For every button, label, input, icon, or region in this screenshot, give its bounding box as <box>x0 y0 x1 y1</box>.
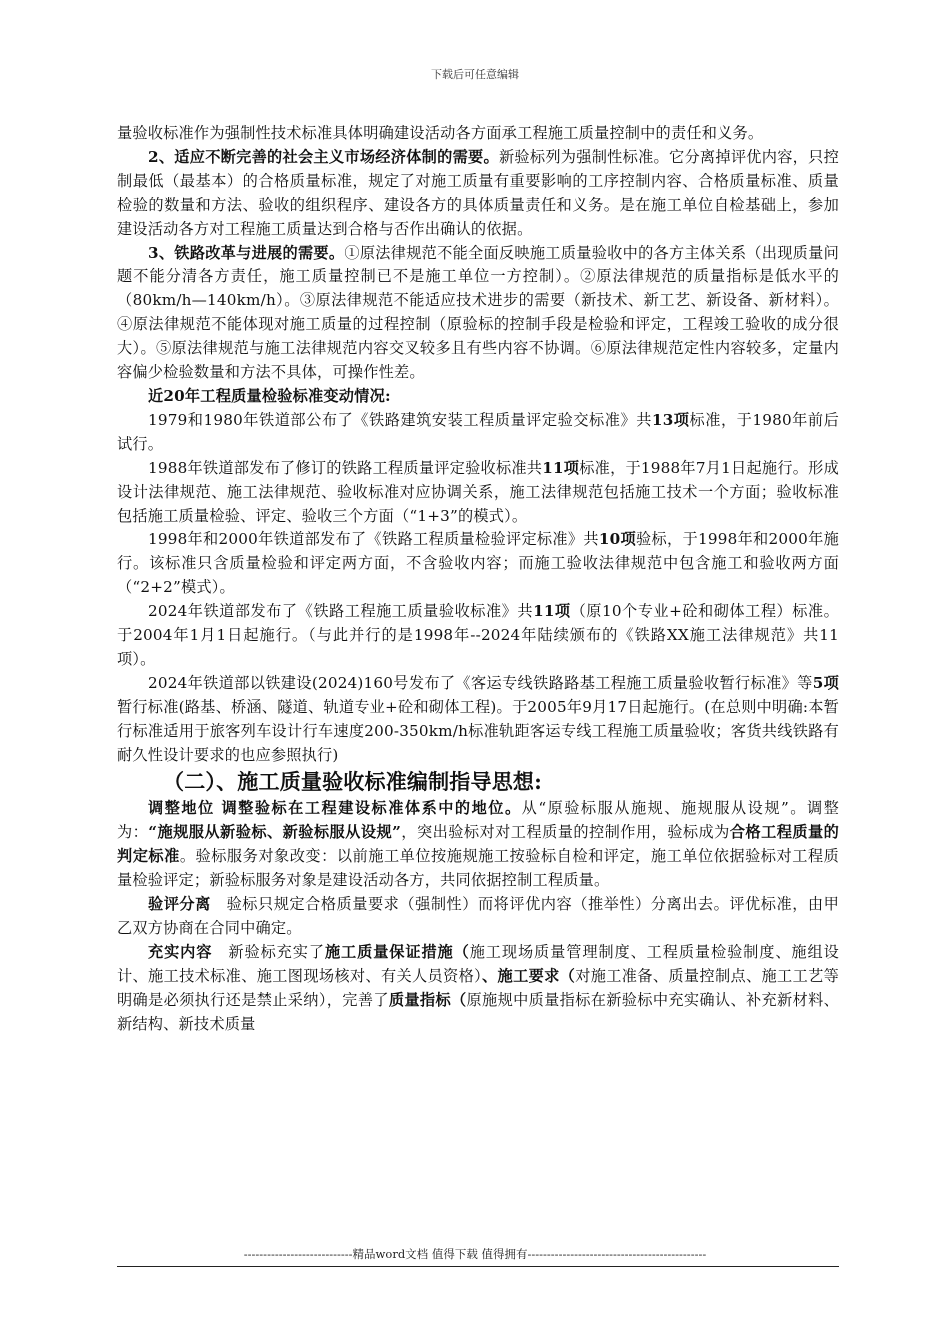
paragraph <box>117 457 839 529</box>
paragraph-text: 标准，于1988年7月1日起施行。形成设计法律规范、施工法律规范、验收标准对应协调关系，施工法律规范包括施工技术一个方面；验收标准包括施工质量检验、评定、验收三个方面（“1+3”的模式）。 <box>117 458 839 525</box>
paragraph-text: 2024年铁道部发布了《铁路工程施工质量验收标准》共 <box>148 602 534 621</box>
footer-divider <box>117 1266 839 1267</box>
bold-lead: 充实内容 <box>148 942 213 961</box>
bold-lead: 验评分离 <box>148 895 211 914</box>
bold-lead: 近20年工程质量检验标准变动情况: <box>148 386 391 405</box>
paragraph-text: 2024年铁道部以铁建设(2024)160号发布了《客运专线铁路路基工程施工质量验收暂行标准》等 <box>148 673 813 692</box>
paragraph <box>117 242 839 385</box>
paragraph <box>117 409 839 457</box>
page-footer: ----------------------------精品word文档 值得下载 值得拥有---------------------------------------------- <box>243 1247 707 1261</box>
page-header: 下载后可任意编辑 <box>431 68 519 81</box>
paragraph-text: 施工现场质量管理制度、工程质量检验制度、施组设计、施工技术标准、施工图现场核对、有关人员资格） <box>117 942 839 985</box>
paragraph-text: 新验标充实了 <box>212 942 325 961</box>
paragraph-text: 从“原验标服从施规、施规服从设规”。调整为： <box>117 799 840 842</box>
bold-count: 10项 <box>598 530 637 549</box>
paragraph-text: 新验标列为强制性标准。它分离掉评优内容，只控制最低（最基本）的合格质量标准，规定了对施工质量有重要影响的工序控制内容、合格质量标准、质量检验的数量和方法、验收的组织程序、建设各方的具体质量责任和义务。是在施工单位自检基础上，参加建设活动各方对工程施工质量达到合格与否作出确认的依据。 <box>117 147 839 238</box>
bold-lead: 3、铁路改革与进展的需要。 <box>148 243 345 262</box>
paragraph-text: ，突出验标对对工程质量的控制作用，验标成为 <box>401 823 730 842</box>
paragraph-text: （原10个专业+砼和砌体工程）标准。于2004年1月1日起施行。（与此并行的是1998年--2024年陆续颁布的《铁路XX施工法律规范》共11项）。 <box>117 602 839 668</box>
paragraph-text: 验标只规定合格质量要求（强制性）而将评优内容（推举性）分离出去。评优标准，由甲乙双方协商在合同中确定。 <box>117 895 840 937</box>
paragraph <box>117 893 839 941</box>
paragraph <box>117 941 839 1037</box>
document-body <box>117 122 839 1037</box>
paragraph-text: 对施工准备、质量控制点、施工工艺等明确是必须执行还是禁止采纳） <box>117 966 840 1009</box>
paragraph-text: 1988年铁道部发布了修订的铁路工程质量评定验收标准共 <box>148 458 543 477</box>
bold-phrase: 合格工程质量的判定标准 <box>117 823 840 866</box>
bold-phrase: 质量指标（ <box>388 990 467 1009</box>
bold-count: 5项 <box>812 673 840 692</box>
paragraph-text: ，完善了 <box>326 990 389 1009</box>
bold-phrase: 、施工要求（ <box>482 966 576 985</box>
paragraph <box>117 528 839 600</box>
bold-count: 11项 <box>542 458 580 477</box>
paragraph-text: 暂行标准(路基、桥涵、隧道、轨道专业+砼和砌体工程)。于2005年9月17日起施行。(在总则中明确:本暂行标准适用于旅客列车设计行车速度200-350km/h标准轨距客运专线工程施工质量验收；客货共线铁路有耐久性设计要求的也应参照执行) <box>117 697 839 764</box>
paragraph-text: 标准，于1980年前后试行。 <box>117 410 839 453</box>
paragraph <box>117 600 839 672</box>
section-subtitle <box>117 385 839 409</box>
paragraph-text: 原施规中质量指标在新验标中充实确认、补充新材料、新结构、新技术质量 <box>117 990 839 1033</box>
bold-lead: 调整地位 调整验标在工程建设标准体系中的地位。 <box>148 799 522 818</box>
paragraph: 量验收标准作为强制性技术标准具体明确建设活动各方面承工程施工质量控制中的责任和义务。 <box>117 124 764 142</box>
paragraph-text: 1998年和2000年铁道部发布了《铁路工程质量检验评定标准》共 <box>148 530 599 549</box>
section-heading: （二）、施工质量验收标准编制指导思想: <box>163 769 543 795</box>
bold-count: 11项 <box>533 602 571 621</box>
paragraph <box>117 797 839 893</box>
bold-lead: 2、适应不断完善的社会主义市场经济体制的需要。 <box>148 147 499 166</box>
bold-phrase: 施工质量保证措施（ <box>324 942 470 961</box>
paragraph-text: 1979和1980年铁道部公布了《铁路建筑安装工程质量评定验交标准》共 <box>148 410 652 429</box>
paragraph-text: 验标，于1998年和2000年施行。该标准只含质量检验和评定两方面，不含验收内容；而施工验收法律规范中包含施工和验收两方面（“2+2”模式）。 <box>117 530 839 597</box>
paragraph <box>117 146 839 242</box>
bold-phrase: “施规服从新验标、新验标服从设规” <box>148 823 402 842</box>
paragraph-text: 。验标服务对象改变：以前施工单位按施规施工按验标自检和评定，施工单位依据验标对工程质量检验评定；新验标服务对象是建设活动各方，共同依据控制工程质量。 <box>117 847 839 890</box>
bold-count: 13项 <box>651 410 690 429</box>
paragraph-text: ①原法律规范不能全面反映施工质量验收中的各方主体关系（出现质量问题不能分清各方责任，施工质量控制已不是施工单位一方控制）。②原法律规范的质量指标是低水平的（80km/h—140km/h）。③原法律规范不能适应技术进步的需要（新技术、新工艺、新设备、新材料）。④原法律规范不能体现对施工质量的过程控制（原验标的控制手段是检验和评定，工程竣工验收的成分很大）。⑤原法律规范与施工法律规范内容交叉较多且有些内容不协调。⑥原法律规范定性内容较多，定量内容偏少检验数量和方法不具体，可操作性差。 <box>117 243 839 382</box>
paragraph <box>117 672 839 768</box>
